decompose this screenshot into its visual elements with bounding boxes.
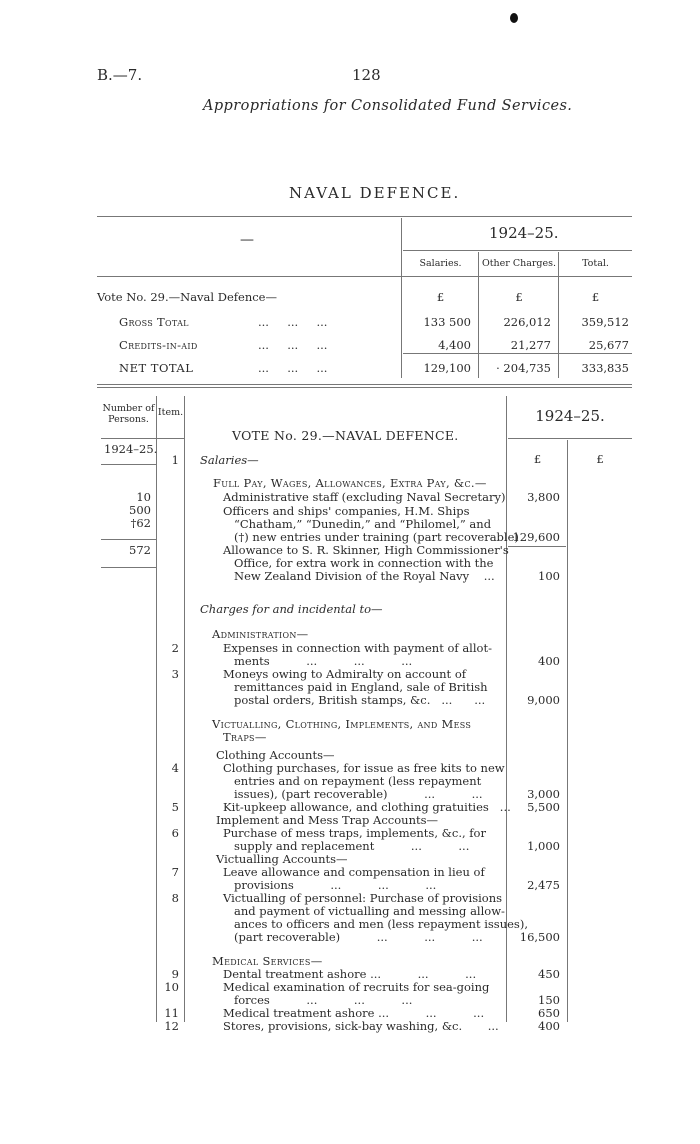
item-amount: 400 — [538, 1019, 560, 1033]
salary-line: Office, for extra work in connection with the — [234, 556, 494, 570]
credits-other: 21,277 — [510, 338, 551, 352]
item-text: issues), (part recoverable) ... ... — [234, 787, 483, 801]
item-amount: 2,475 — [527, 878, 560, 892]
item-text: forces ... ... ... — [234, 993, 413, 1007]
running-title: Appropriations for Consolidated Fund Services. — [203, 98, 573, 114]
medical-heading: Medical Services— — [212, 954, 323, 968]
item-number: 5 — [171, 800, 179, 814]
summary-year-heading: 1924–25. — [489, 224, 559, 242]
item-text: Purchase of mess traps, implements, &c., for — [223, 826, 486, 840]
item-text: Kit-upkeep allowance, and clothing gratuities ... — [223, 800, 511, 814]
victualling-heading: Victualling, Clothing, Implements, and Mess — [212, 717, 472, 731]
item-amount: 150 — [538, 993, 560, 1007]
page-reference: B.—7. — [97, 66, 143, 84]
detail-currency-left: £ — [533, 452, 542, 466]
item-text: Moneys owing to Admiralty on account of — [223, 667, 467, 681]
item-text: Victualling of personnel: Purchase of provisions — [223, 891, 503, 905]
item-amount: 5,500 — [527, 800, 560, 814]
item-amount: 3,000 — [527, 787, 560, 801]
item-number: 1 — [171, 453, 179, 467]
item-text: provisions ... ... ... — [234, 878, 437, 892]
item-text: Clothing purchases, for issue as free kits to new — [223, 761, 505, 775]
item-text: (part recoverable) ... ... ... — [234, 930, 483, 944]
currency-salaries: £ — [436, 290, 445, 304]
item-text: Medical examination of recruits for sea-going — [223, 980, 490, 994]
item-text: Expenses in connection with payment of allot- — [223, 641, 492, 655]
item-text: Dental treatment ashore ... ... ... — [223, 967, 477, 981]
item-text: supply and replacement ... ... — [234, 839, 470, 853]
item-amount: 450 — [538, 967, 560, 981]
salary-amount: 129,600 — [512, 530, 560, 544]
row-dots-gross: ... ... ... — [258, 315, 328, 329]
gross-salaries: 133 500 — [423, 315, 471, 329]
salary-amount: 3,800 — [527, 490, 560, 504]
net-salaries: 129,100 — [423, 361, 471, 375]
salary-line: (†) new entries under training (part recoverable) — [234, 530, 519, 544]
credits-total: 25,677 — [588, 338, 629, 352]
ink-mark — [510, 13, 518, 23]
salary-line: Administrative staff (excluding Naval Secretary) — [223, 490, 506, 504]
persons-count: 10 — [136, 490, 151, 504]
item-text: remittances paid in England, sale of British — [234, 680, 488, 694]
salary-amount: 100 — [538, 569, 560, 583]
net-total: 333,835 — [581, 361, 629, 375]
item-text: Medical treatment ashore ... ... ... — [223, 1006, 485, 1020]
item-number: 6 — [171, 826, 179, 840]
item-number: 8 — [171, 891, 179, 905]
persons-count: †62 — [130, 516, 151, 530]
item-number: 9 — [171, 967, 179, 981]
victualling-accounts-heading: Victualling Accounts— — [216, 852, 348, 866]
row-label-gross: Gross Total — [119, 315, 189, 329]
item-amount: 400 — [538, 654, 560, 668]
administration-heading: Administration— — [212, 627, 309, 641]
item-number: 2 — [171, 641, 179, 655]
item-amount: 650 — [538, 1006, 560, 1020]
charges-heading: Charges for and incidental to— — [200, 602, 383, 616]
item-amount: 1,000 — [527, 839, 560, 853]
persons-total: 572 — [129, 543, 151, 557]
item-number: 4 — [171, 761, 179, 775]
clothing-accounts-heading: Clothing Accounts— — [216, 748, 335, 762]
item-text: ances to officers and men (less repayment issues), — [234, 917, 528, 931]
detail-currency-right: £ — [596, 452, 604, 466]
implement-accounts-heading: Implement and Mess Trap Accounts— — [216, 813, 438, 827]
summary-dash: — — [240, 232, 254, 248]
net-other: · 204,735 — [496, 361, 551, 375]
item-text: ments ... ... ... — [234, 654, 413, 668]
salaries-heading: Salaries— — [200, 453, 259, 467]
salary-line: “Chatham,” “Dunedin,” and “Philomel,” and — [234, 517, 492, 531]
gross-other: 226,012 — [503, 315, 551, 329]
currency-other: £ — [515, 290, 523, 304]
vote-label: Vote No. 29.—Naval Defence— — [97, 290, 277, 304]
page-number: 128 — [352, 66, 381, 84]
victualling-heading-cont: Traps— — [223, 730, 267, 744]
item-number: 7 — [171, 865, 179, 879]
item-text: and payment of victualling and messing allow- — [234, 904, 505, 918]
currency-total: £ — [591, 290, 600, 304]
salary-line: New Zealand Division of the Royal Navy ... — [234, 569, 495, 583]
col-header-persons: Number of Persons. — [102, 403, 155, 425]
section-title: NAVAL DEFENCE. — [289, 184, 461, 202]
gross-total: 359,512 — [581, 315, 629, 329]
detail-year-heading: 1924–25. — [535, 407, 605, 425]
row-label-credits: Credits-in-aid — [119, 338, 198, 352]
row-label-net: NET TOTAL — [119, 361, 194, 375]
item-text: Stores, provisions, sick-bay washing, &c. ... — [223, 1019, 499, 1033]
col-header-other-charges: Other Charges. — [481, 258, 557, 269]
col-header-salaries: Salaries. — [419, 258, 462, 269]
item-text: Leave allowance and compensation in lieu of — [223, 865, 485, 879]
item-number: 12 — [164, 1019, 179, 1033]
item-amount: 16,500 — [519, 930, 560, 944]
item-amount: 9,000 — [527, 693, 560, 707]
credits-salaries: 4,400 — [438, 338, 471, 352]
row-dots-net: ... ... ... — [258, 361, 328, 375]
vote-title: VOTE No. 29.—NAVAL DEFENCE. — [232, 428, 459, 443]
salary-line: Officers and ships' companies, H.M. Ships — [223, 504, 470, 518]
persons-year: 1924–25. — [104, 442, 158, 456]
item-number: 11 — [164, 1006, 179, 1020]
item-text: postal orders, British stamps, &c. ... ... — [234, 693, 486, 707]
persons-count: 500 — [129, 503, 151, 517]
salary-line: Allowance to S. R. Skinner, High Commissioner's — [223, 543, 509, 557]
item-number: 10 — [164, 980, 179, 994]
item-number: 3 — [171, 667, 179, 681]
col-header-total: Total. — [582, 258, 609, 269]
col-header-item: Item. — [157, 407, 184, 418]
row-dots-credits: ... ... ... — [258, 338, 328, 352]
item-text: entries and on repayment (less repayment — [234, 774, 482, 788]
salaries-group-heading: Full Pay, Wages, Allowances, Extra Pay, &c.— — [213, 476, 487, 490]
